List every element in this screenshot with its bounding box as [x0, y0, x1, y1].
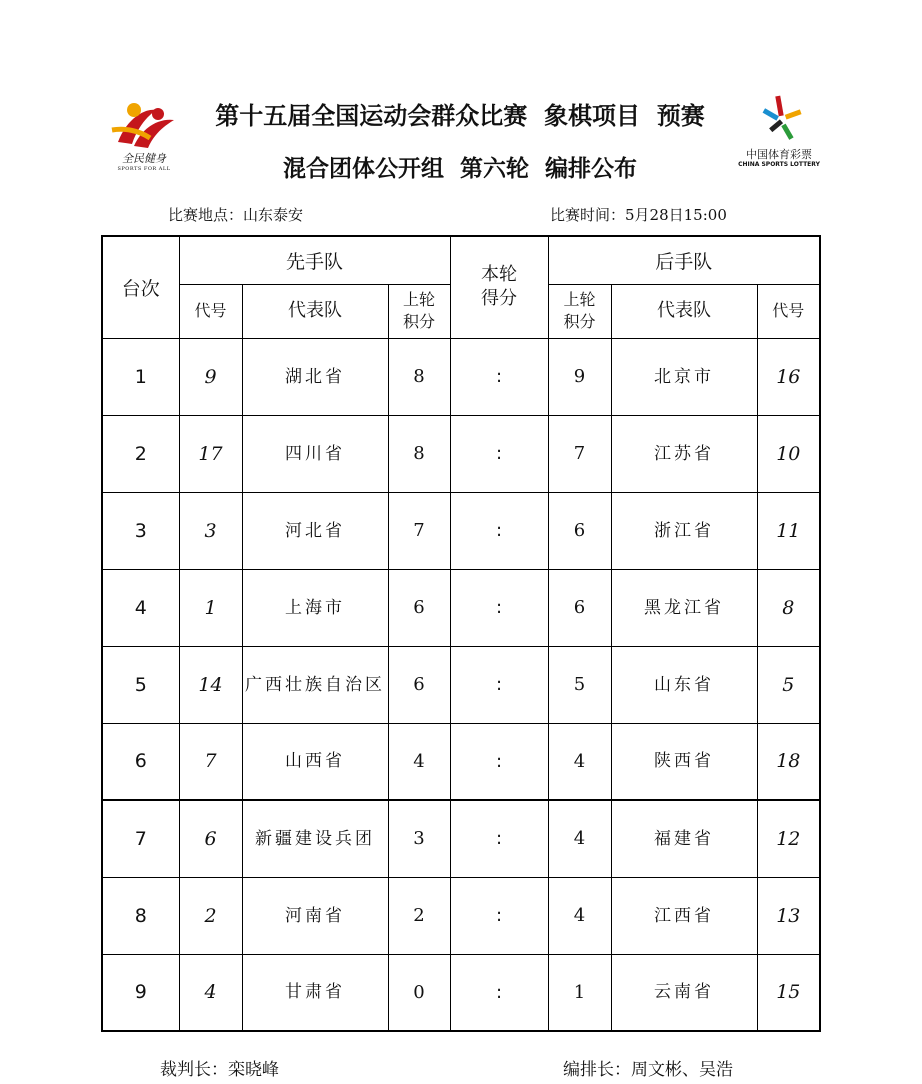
second-team-name: 云南省 [611, 954, 757, 1031]
header-round-score-line2: 得分 [481, 288, 518, 310]
china-sports-lottery-en: CHINA SPORTS LOTTERY [738, 161, 820, 168]
time-text: 比赛时间：5月28日15:00 [550, 206, 727, 224]
header-second-team: 后手队 [548, 236, 820, 284]
header-second-prev [548, 284, 611, 338]
round-score: : [450, 646, 548, 723]
chief-referee: 裁判长：栾晓峰 [160, 1060, 279, 1080]
board-number: 6 [102, 723, 179, 800]
header-first-team: 先手队 [179, 236, 450, 284]
table-row [102, 954, 820, 1031]
second-team-prev-score: 7 [548, 415, 611, 492]
second-team-code: 5 [757, 646, 820, 723]
round-score: : [450, 723, 548, 800]
table-row [102, 877, 820, 954]
second-team-code: 13 [757, 877, 820, 954]
china-sports-lottery-cn: 中国体育彩票 [746, 148, 812, 161]
first-team-prev-score: 6 [388, 646, 450, 723]
board-number: 9 [102, 954, 179, 1031]
second-team-name: 陕西省 [611, 723, 757, 800]
second-team-code: 16 [757, 338, 820, 415]
board-number: 1 [102, 338, 179, 415]
first-team-code: 17 [179, 415, 242, 492]
header-second-prev-line2: 积分 [563, 312, 596, 331]
table-row [102, 800, 820, 877]
header-second-team-name: 代表队 [611, 284, 757, 338]
header-first-prev [388, 284, 450, 338]
header-first-prev-line2: 积分 [403, 312, 436, 331]
first-team-name: 河南省 [242, 877, 388, 954]
first-team-code: 14 [179, 646, 242, 723]
first-team-code: 3 [179, 492, 242, 569]
second-team-code: 10 [757, 415, 820, 492]
round-score: : [450, 954, 548, 1031]
second-team-code: 11 [757, 492, 820, 569]
second-team-prev-score: 4 [548, 800, 611, 877]
second-team-prev-score: 4 [548, 723, 611, 800]
round-score: : [450, 415, 548, 492]
second-team-code: 12 [757, 800, 820, 877]
second-team-name: 黑龙江省 [611, 569, 757, 646]
first-team-prev-score: 6 [388, 569, 450, 646]
table-row [102, 415, 820, 492]
table-row [102, 338, 820, 415]
board-number: 4 [102, 569, 179, 646]
first-team-name: 湖北省 [242, 338, 388, 415]
table-row [102, 723, 820, 800]
second-team-code: 18 [757, 723, 820, 800]
round-score: : [450, 338, 548, 415]
board-number: 2 [102, 415, 179, 492]
sports-for-all-cn: 全民健身 [122, 152, 166, 165]
second-team-name: 江西省 [611, 877, 757, 954]
header-first-team-name: 代表队 [242, 284, 388, 338]
first-team-prev-score: 3 [388, 800, 450, 877]
header-first-prev-line1: 上轮 [403, 290, 436, 309]
second-team-prev-score: 4 [548, 877, 611, 954]
first-team-prev-score: 0 [388, 954, 450, 1031]
second-team-name: 江苏省 [611, 415, 757, 492]
second-team-prev-score: 6 [548, 492, 611, 569]
first-team-name: 广西壮族自治区 [242, 646, 388, 723]
first-team-prev-score: 7 [388, 492, 450, 569]
document-subtitle: 混合团体公开组 第六轮 编排公布 [282, 156, 638, 182]
second-team-prev-score: 5 [548, 646, 611, 723]
first-team-name: 四川省 [242, 415, 388, 492]
round-score: : [450, 877, 548, 954]
table-row [102, 569, 820, 646]
first-team-code: 2 [179, 877, 242, 954]
second-team-prev-score: 1 [548, 954, 611, 1031]
venue-text: 比赛地点：山东泰安 [168, 206, 304, 224]
header-round-score-line1: 本轮 [481, 264, 518, 286]
second-team-name: 山东省 [611, 646, 757, 723]
first-team-code: 4 [179, 954, 242, 1031]
first-team-prev-score: 2 [388, 877, 450, 954]
first-team-code: 1 [179, 569, 242, 646]
first-team-name: 山西省 [242, 723, 388, 800]
second-team-prev-score: 9 [548, 338, 611, 415]
first-team-code: 9 [179, 338, 242, 415]
second-team-code: 15 [757, 954, 820, 1031]
first-team-name: 甘肃省 [242, 954, 388, 1031]
header-board: 台次 [102, 236, 179, 338]
board-number: 3 [102, 492, 179, 569]
first-team-prev-score: 8 [388, 415, 450, 492]
round-score: : [450, 492, 548, 569]
table-row [102, 646, 820, 723]
round-score: : [450, 800, 548, 877]
first-team-prev-score: 8 [388, 338, 450, 415]
first-team-name: 上海市 [242, 569, 388, 646]
second-team-name: 北京市 [611, 338, 757, 415]
first-team-prev-score: 4 [388, 723, 450, 800]
board-number: 8 [102, 877, 179, 954]
second-team-code: 8 [757, 569, 820, 646]
document-title: 第十五届全国运动会群众比赛 象棋项目 预赛 [215, 102, 705, 130]
table-row [102, 492, 820, 569]
header-round-score [450, 236, 548, 338]
board-number: 7 [102, 800, 179, 877]
pairing-table [101, 235, 821, 1032]
header-second-code: 代号 [757, 284, 820, 338]
first-team-name: 新疆建设兵团 [242, 800, 388, 877]
header-second-prev-line1: 上轮 [563, 290, 596, 309]
first-team-code: 7 [179, 723, 242, 800]
board-number: 5 [102, 646, 179, 723]
second-team-name: 福建省 [611, 800, 757, 877]
second-team-prev-score: 6 [548, 569, 611, 646]
first-team-name: 河北省 [242, 492, 388, 569]
round-score: : [450, 569, 548, 646]
chief-arranger: 编排长：周文彬、吴浩 [563, 1060, 733, 1080]
sports-for-all-en: SPORTS FOR ALL [117, 166, 171, 172]
second-team-name: 浙江省 [611, 492, 757, 569]
first-team-code: 6 [179, 800, 242, 877]
header-first-code: 代号 [179, 284, 242, 338]
